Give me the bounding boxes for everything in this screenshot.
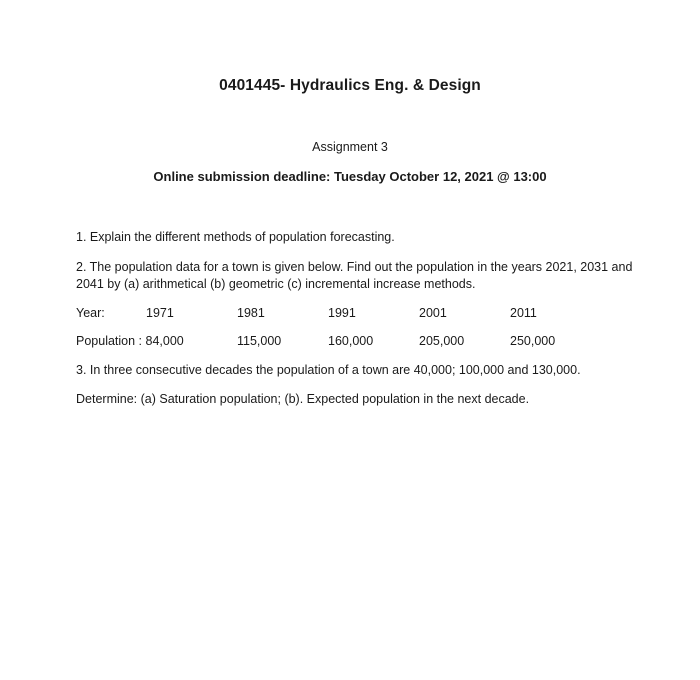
year-cell: 1991 [328, 306, 356, 320]
course-title: 0401445- Hydraulics Eng. & Design [219, 77, 481, 94]
population-cell: 250,000 [510, 334, 556, 348]
population-cell: 205,000 [419, 334, 465, 348]
population-label: Population : 84,000 [76, 334, 184, 348]
year-cell: 1981 [237, 306, 265, 320]
population-cell: 115,000 [237, 334, 282, 348]
submission-deadline: Online submission deadline: Tuesday October 12, 2021 @ 13:00 [153, 169, 547, 184]
question-2-line-1: 2. The population data for a town is given below. Find out the population in the years 2021, 2031 and [76, 260, 633, 274]
assignment-label: Assignment 3 [312, 140, 388, 154]
question-3: 3. In three consecutive decades the population of a town are 40,000; 100,000 and 130,000. [76, 363, 581, 377]
question-3-determine: Determine: (a) Saturation population; (b). Expected population in the next decade. [76, 392, 530, 406]
year-cell: 2011 [510, 306, 537, 320]
population-cell: 160,000 [328, 334, 374, 348]
year-cell: 1971 [146, 306, 174, 320]
question-2-line-2: 2041 by (a) arithmetical (b) geometric (c) incremental increase methods. [76, 277, 476, 291]
question-1: 1. Explain the different methods of population forecasting. [76, 230, 395, 244]
year-label: Year: [76, 306, 105, 320]
year-cell: 2001 [419, 306, 447, 320]
